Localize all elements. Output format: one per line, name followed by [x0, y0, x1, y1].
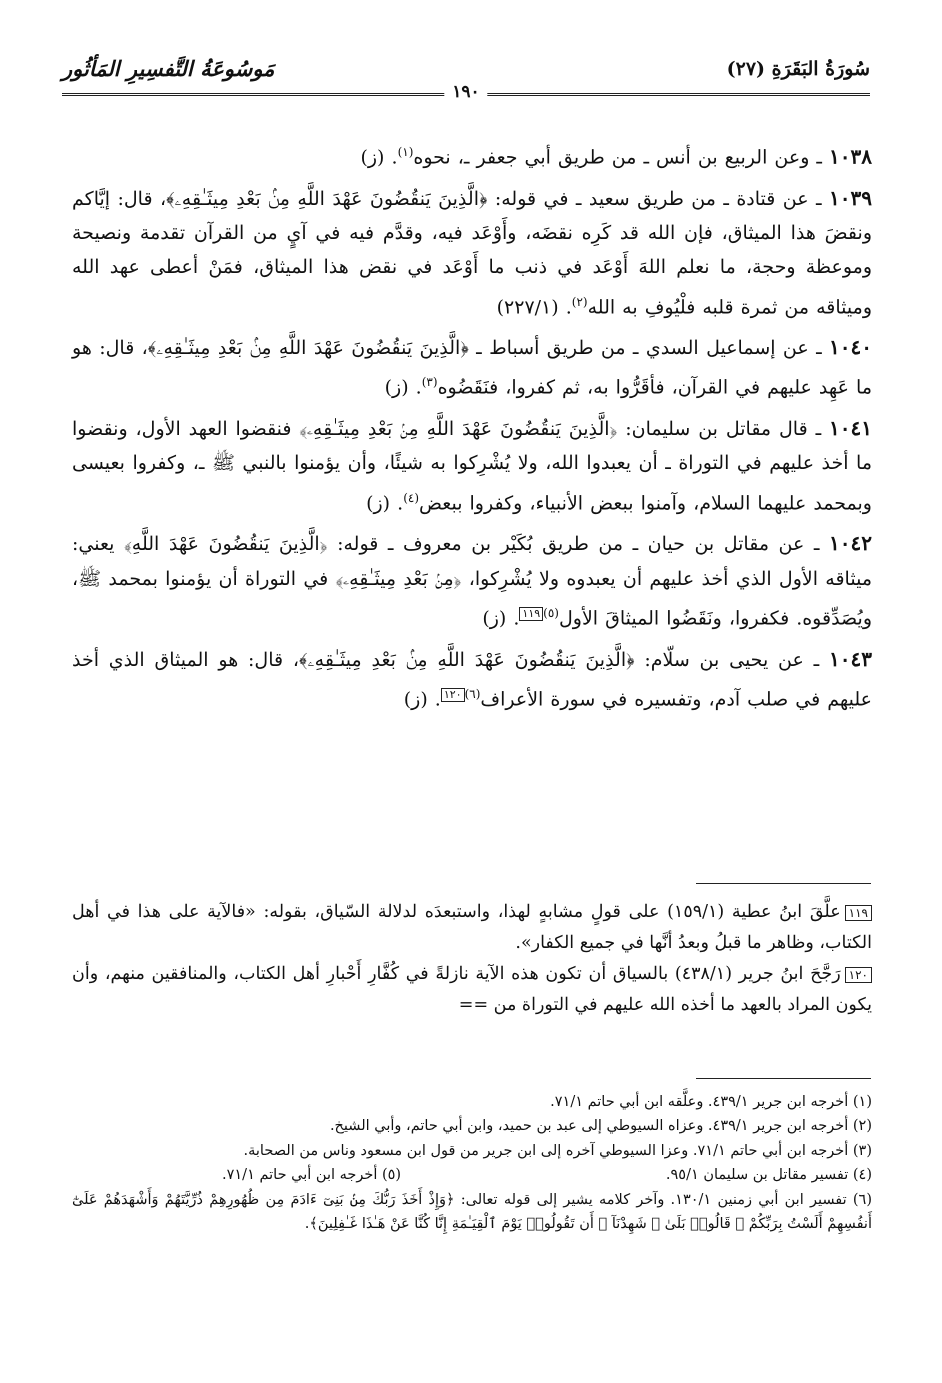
note-box-marker: ١١٩	[519, 607, 543, 621]
narration-paragraph	[72, 181, 872, 325]
narration-text: ـ عن إسماعيل السدي ـ من طريق أسباط ـ ﴿الَّذِينَ يَنقُضُونَ عَهْدَ اللَّهِ مِنۢ بَعْدِ مِيثَـٰقِهِۦ﴾، قال: هو ما عَهِد عليهم في القرآن، فأقَرُّوا به، ثم كفروا، فنَقَضُوه	[72, 337, 872, 399]
narration-tail: . (٢٢٧/١)	[496, 295, 572, 318]
narration-paragraph	[72, 411, 872, 520]
footnote-marker: (٢)	[571, 294, 588, 309]
note-text: علَّقَ ابنُ عطية (١٥٩/١) على قولٍ مشابهٍ لهذا، واستبعدَه لدلالة السّياق، بقوله: «فالآية على هذا في أهل الكتاب، وظاهر ما قبلُ وبعدُ أنَّها في جميع الكفار».	[72, 902, 872, 953]
footnotes	[72, 1090, 872, 1236]
page-header	[62, 56, 870, 102]
footnote: (٤) تفسير مقاتل بن سليمان ٩٥/١.	[665, 1167, 872, 1184]
page-number: ١٩٠	[444, 82, 487, 102]
footnote-marker: (٤)	[403, 490, 420, 505]
narration-paragraph	[72, 642, 872, 717]
notes-divider	[696, 883, 871, 884]
narration-number: ١٠٣٩	[829, 185, 872, 210]
footnote: (٦) تفسير ابن أبي زمنين ١٣٠/١. وآخر كلامه يشير إلى قوله تعالى: ﴿وَإِذْ أَخَذَ رَبُّكَ مِنۢ بَنِىٓ ءَادَمَ مِن ظُهُورِهِمْ ذُرِّيَّتَهُمْ وَأَشْهَدَهُمْ عَلَىٰٓ أَنفُسِهِمْ أَلَسْتُ بِرَبِّكُمْ ۖ قَالُوا۟ بَلَىٰ ۛ شَهِدْنَآ ۛ أَن تَقُولُوا۟ يَوْمَ ٱلْقِيَـٰمَةِ إِنَّا كُنَّا عَنْ هَـٰذَا غَـٰفِلِينَ﴾.	[72, 1191, 872, 1233]
commentary-note	[72, 897, 872, 959]
narration-number: ١٠٤٣	[829, 646, 872, 671]
narration-text: ـ وعن الربيع بن أنس ـ من طريق أبي جعفر ـ، نحوه	[413, 146, 822, 169]
footnote: (٥) أخرجه ابن أبي حاتم ٧١/١.	[222, 1167, 402, 1184]
note-text: رَجَّحَ ابنُ جرير (٤٣٨/١) بالسياق أن تكون هذه الآية نازلةً في كُفَّارِ أَحْبارِ أهل الكتاب، والمنافقين منهم، وأن يكون المراد بالعهد ما أخذه الله عليهم في التوراة من ==	[72, 964, 872, 1015]
footnote: (١) أخرجه ابن جرير ٤٣٩/١. وعلَّقه ابن أبي حاتم ٧١/١.	[550, 1094, 872, 1110]
running-head-surah	[727, 58, 870, 80]
narration-number: ١٠٤١	[829, 416, 872, 441]
footnote-marker: (٥)	[543, 605, 559, 620]
footnote: (٣) أخرجه ابن أبي حاتم ٧١/١. وعزا السيوطي آخره إلى ابن جرير من قول ابن مسعود وناس من الصحابة.	[243, 1142, 872, 1159]
narration-text: ـ عن يحيى بن سلّام: ﴿الَّذِينَ يَنقُضُونَ عَهْدَ اللَّهِ مِنۢ بَعْدِ مِيثَـٰقِهِۦ﴾، قال: هو الميثاق الذي أخذ عليهم في صلب آدم، وتفسيره في سورة الأعراف	[72, 648, 872, 711]
narration-number: ١٠٣٨	[829, 144, 872, 169]
narration-number: ١٠٤٢	[829, 531, 872, 556]
narration-paragraph	[72, 330, 872, 405]
footnote: (٢) أخرجه ابن جرير ٤٣٩/١. وعزاه السيوطي إلى عبد بن حميد، وابن أبي حاتم، وأبي الشيخ.	[329, 1118, 872, 1135]
narration-paragraph	[72, 135, 872, 175]
note-box-marker: ١٢٠	[441, 688, 465, 702]
narration-tail: . (ز)	[366, 491, 404, 514]
main-text	[72, 135, 872, 716]
running-head-book-title: مَوسُوعَةُ التَّفسِيرِ المَأثُور	[62, 56, 275, 81]
narration-paragraph	[72, 526, 872, 635]
footnote-marker: (٦)	[464, 686, 481, 701]
narration-tail: . (ز)	[403, 688, 441, 711]
footnotes-divider	[696, 1078, 871, 1079]
footnote-row	[72, 1163, 872, 1187]
narration-text: ـ عن قتادة ـ من طريق سعيد ـ في قوله: ﴿الَّذِينَ يَنقُضُونَ عَهْدَ اللَّهِ مِنۢ بَعْدِ مِيثَـٰقِهِۦ﴾، قال: إيَّاكم ونقضَ هذا الميثاق، فإن الله قد كَرِه نقضَه، وأَوْعَد فيه، وقدَّم فيه في آيٍ من القرآن تقدمة ونصيحة وموعظة وحجة، ما نعلم اللهَ أَوْعَد في ذنب ما أَوْعَد في نقض هذا الميثاق، فمَنْ أعطى عهد الله وميثاقه من ثمرة قلبه فلْيُوفِ به الله	[72, 187, 872, 318]
surah-number: (٢٧)	[726, 58, 766, 80]
note-box-number: ١٢٠	[845, 967, 872, 983]
footnote-marker: (٣)	[421, 375, 438, 390]
narration-text: ـ عن مقاتل بن حيان ـ من طريق بُكَيْر بن معروف ـ قوله: ﴿الَّذِينَ يَنقُضُونَ عَهْدَ اللَّهِ﴾ يعني: ميثاقه الأول الذي أخذ عليهم أن يعبدوه ولا يُشْرِكوا، ﴿مِنۢ بَعْدِ مِيثَـٰقِهِۦ﴾ في التوراة أن يؤمنوا بمحمد ﷺ، ويُصَدِّقوه. فكفروا، ونَقَضُوا الميثاقَ الأول	[72, 533, 872, 630]
narration-tail: . (ز)	[360, 146, 398, 169]
narration-text: ـ قال مقاتل بن سليمان: ﴿الَّذِينَ يَنقُضُونَ عَهْدَ اللَّهِ مِنۢ بَعْدِ مِيثَـٰقِهِۦ﴾ فنقضوا العهد الأول، ونقضوا ما أخذ عليهم في التوراة ـ أن يعبدوا الله، ولا يُشْرِكوا به شيئًا، وأن يؤمنوا بالنبي ﷺ ـ، وكفروا بعيسى وبمحمد عليهما السلام، وآمنوا ببعض الأنبياء، وكفروا ببعض	[72, 418, 872, 514]
narration-tail: . (ز)	[384, 376, 422, 399]
commentary-notes	[72, 897, 872, 1021]
narration-number: ١٠٤٠	[829, 335, 872, 360]
footnote-marker: (١)	[397, 145, 414, 159]
note-box-number: ١١٩	[845, 905, 872, 921]
commentary-note	[72, 959, 872, 1021]
narration-tail: . (ز)	[482, 607, 520, 630]
surah-title: سُورَةُ البَقَرَةِ	[771, 58, 870, 80]
